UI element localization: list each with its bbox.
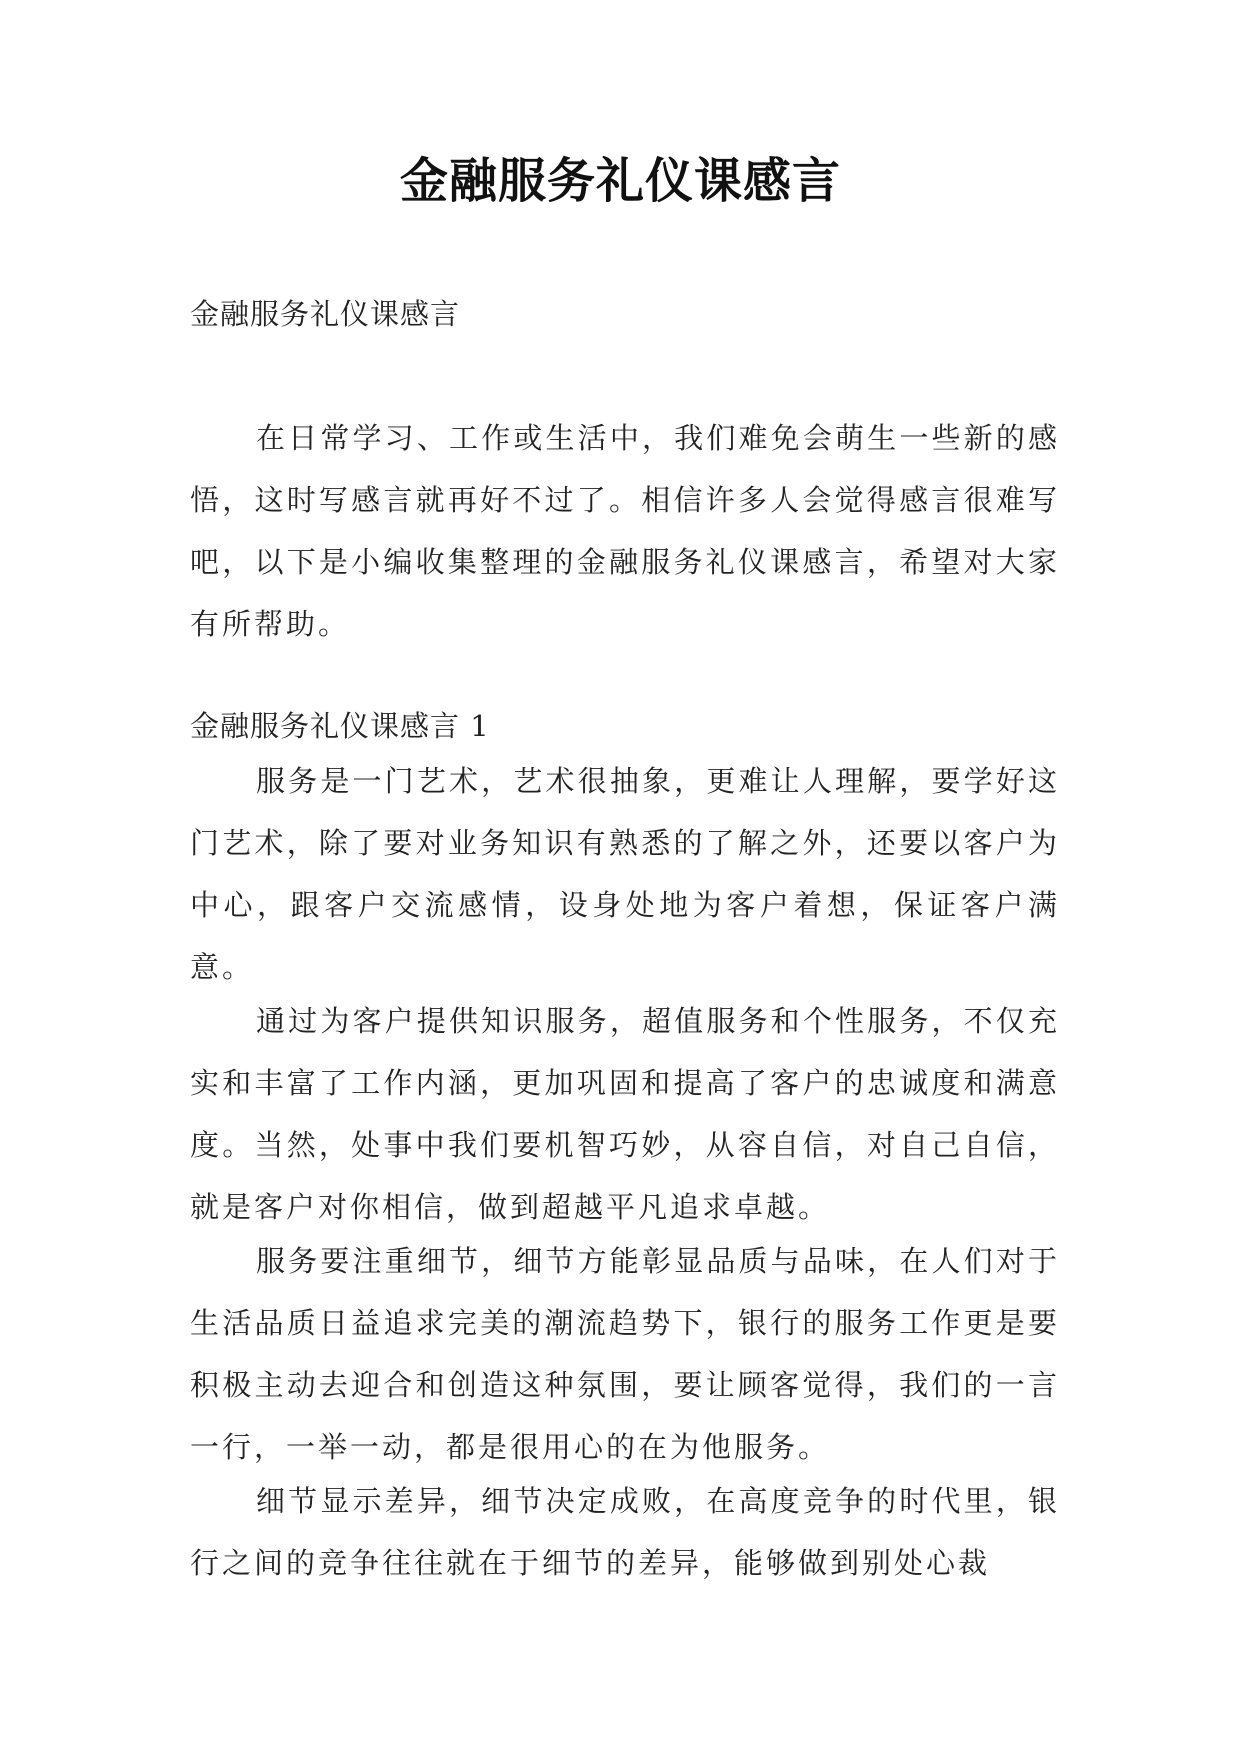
document-subtitle: 金融服务礼仪课感言 bbox=[190, 297, 461, 331]
body-paragraph: 服务要注重细节，细节方能彰显品质与品味，在人们对于生活品质日益追求完美的潮流趋势下，银行的服务工作更是要积极主动去迎合和创造这种氛围，要让顾客觉得，我们的一言一行，一举一动，都是很用心的在为他服务。 bbox=[190, 1244, 1060, 1464]
body-paragraph: 通过为客户提供知识服务，超值服务和个性服务，不仅充实和丰富了工作内涵，更加巩固和提高了客户的忠诚度和满意度。当然，处事中我们要机智巧妙，从容自信，对自己自信，就是客户对你相信，做到超越平凡追求卓越。 bbox=[190, 1004, 1060, 1224]
intro-paragraph: 在日常学习、工作或生活中，我们难免会萌生一些新的感悟，这时写感言就再好不过了。相信许多人会觉得感言很难写吧，以下是小编收集整理的金融服务礼仪课感言，希望对大家有所帮助。 bbox=[190, 421, 1060, 641]
section-heading: 金融服务礼仪课感言 1 bbox=[190, 709, 490, 743]
body-paragraph: 细节显示差异，细节决定成败，在高度竞争的时代里，银行之间的竞争往往就在于细节的差异，能够做到别处心裁 bbox=[190, 1484, 1060, 1580]
body-paragraph: 服务是一门艺术，艺术很抽象，更难让人理解，要学好这门艺术，除了要对业务知识有熟悉的了解之外，还要以客户为中心，跟客户交流感情，设身处地为客户着想，保证客户满意。 bbox=[190, 764, 1060, 984]
page-title: 金融服务礼仪课感言 bbox=[399, 153, 841, 209]
